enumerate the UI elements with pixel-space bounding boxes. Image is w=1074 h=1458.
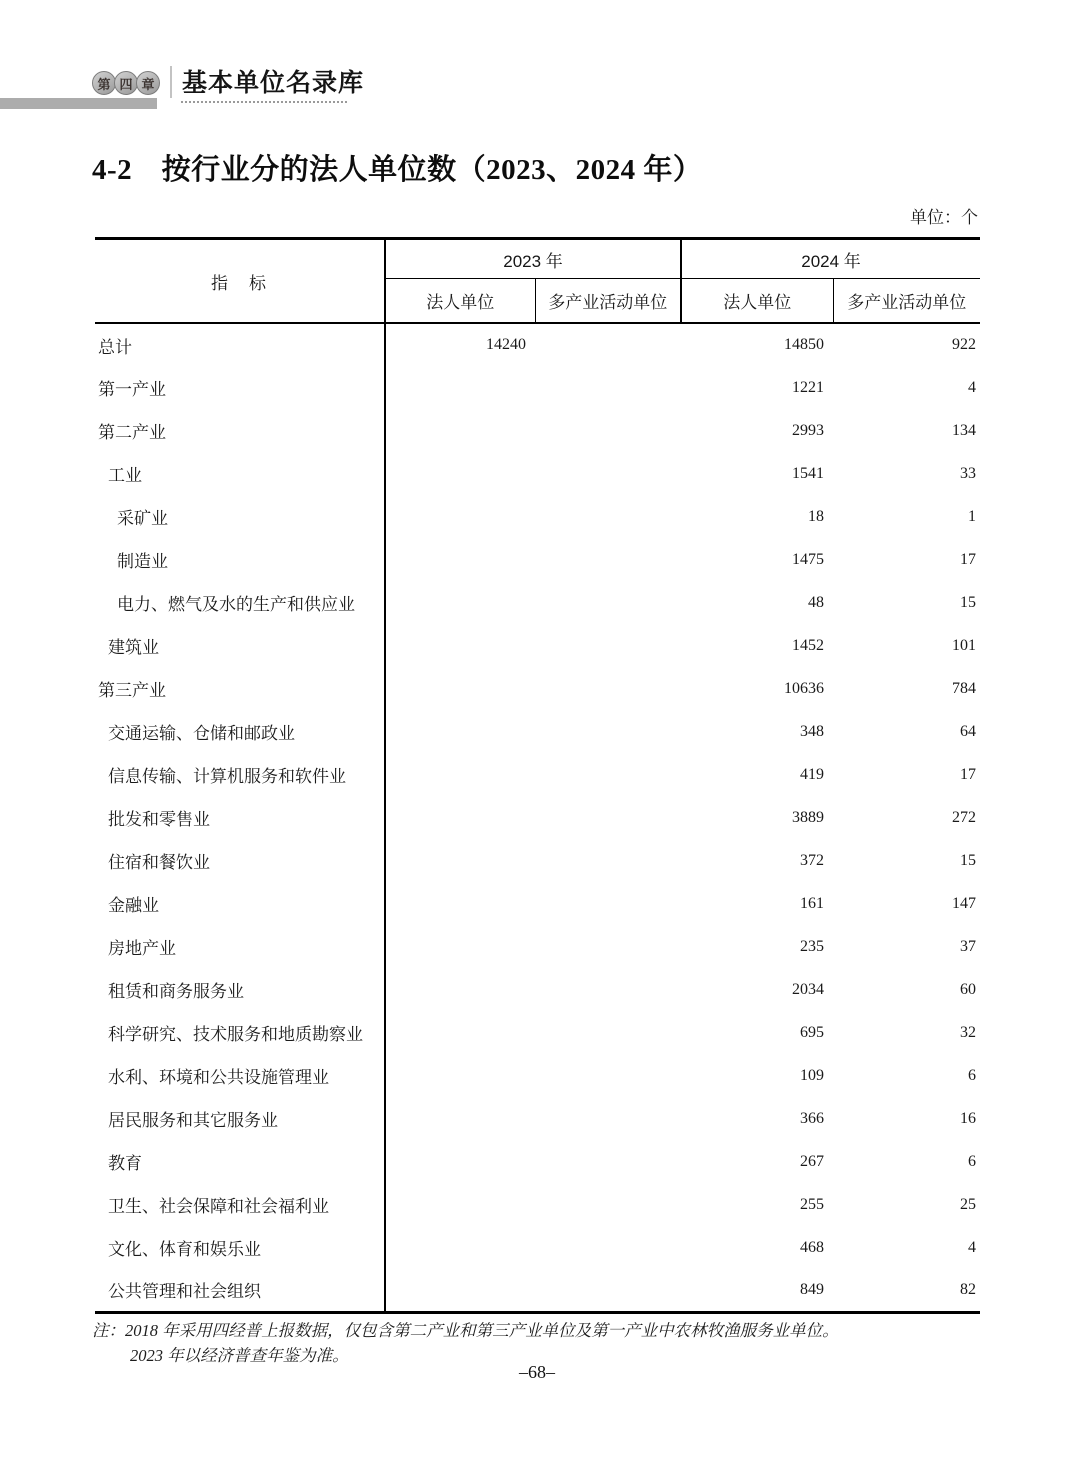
value-cell bbox=[385, 839, 535, 882]
value-cell: 419 bbox=[800, 765, 825, 783]
table-row bbox=[95, 409, 980, 452]
value-cell bbox=[385, 796, 535, 839]
table-row bbox=[95, 495, 980, 538]
value-cell: 235 bbox=[800, 937, 825, 955]
table-title: 4-2 按行业分的法人单位数（2023、2024 年） bbox=[92, 154, 703, 186]
indicator-cell: 第一产业 bbox=[95, 366, 385, 409]
value-cell: 134 bbox=[952, 421, 977, 439]
table-row bbox=[95, 452, 980, 495]
value-cell bbox=[385, 1054, 535, 1097]
value-cell: 17 bbox=[960, 550, 977, 568]
indicator-cell: 卫生、社会保障和社会福利业 bbox=[95, 1183, 385, 1226]
value-cell: 14850 bbox=[784, 336, 825, 353]
indicator-cell: 水利、环境和公共设施管理业 bbox=[95, 1054, 385, 1097]
header-legal-units-2024: 法人单位 bbox=[681, 279, 833, 324]
value-cell: 17 bbox=[960, 765, 977, 783]
header-legal-units-2023: 法人单位 bbox=[385, 279, 535, 324]
value-cell bbox=[535, 667, 681, 710]
indicator-cell: 第二产业 bbox=[95, 409, 385, 452]
statistical-table bbox=[95, 237, 980, 1314]
value-cell bbox=[535, 925, 681, 968]
data-table bbox=[95, 237, 980, 1314]
value-cell: 1452 bbox=[792, 636, 825, 654]
indicator-cell: 租赁和商务服务业 bbox=[95, 968, 385, 1011]
value-cell: 267 bbox=[800, 1152, 825, 1170]
value-cell: 784 bbox=[952, 679, 977, 697]
table-row bbox=[95, 882, 980, 925]
value-cell: 25 bbox=[960, 1195, 977, 1213]
value-cell: 60 bbox=[960, 980, 977, 998]
value-cell: 348 bbox=[800, 722, 825, 740]
value-cell bbox=[385, 925, 535, 968]
value-cell: 695 bbox=[800, 1023, 825, 1041]
indicator-cell: 采矿业 bbox=[95, 495, 385, 538]
value-cell bbox=[535, 1226, 681, 1269]
value-cell: 14240 bbox=[486, 336, 526, 353]
value-cell: 1221 bbox=[792, 378, 825, 396]
value-cell: 1475 bbox=[792, 550, 825, 568]
table-row bbox=[95, 366, 980, 409]
value-cell: 3889 bbox=[792, 808, 825, 826]
value-cell: 48 bbox=[808, 593, 825, 611]
value-cell bbox=[385, 667, 535, 710]
indicator-cell: 房地产业 bbox=[95, 925, 385, 968]
value-cell bbox=[385, 968, 535, 1011]
value-cell bbox=[535, 1183, 681, 1226]
value-cell bbox=[535, 710, 681, 753]
table-row bbox=[95, 581, 980, 624]
table-row bbox=[95, 1183, 980, 1226]
value-cell: 101 bbox=[952, 636, 977, 654]
footnote-line: 注：2018 年采用四经普上报数据，仅包含第二产业和第三产业单位及第一产业中农林牧渔服务业单位。 bbox=[92, 1321, 839, 1340]
value-cell: 18 bbox=[808, 507, 825, 525]
chapter-badge bbox=[94, 71, 160, 95]
header-divider bbox=[170, 66, 172, 98]
value-cell bbox=[535, 1054, 681, 1097]
value-cell bbox=[385, 1269, 535, 1312]
value-cell bbox=[385, 366, 535, 409]
chapter-badge-char: 四 bbox=[114, 71, 138, 95]
value-cell: 468 bbox=[800, 1238, 825, 1256]
header-indicator: 指 标 bbox=[95, 239, 385, 324]
table-row bbox=[95, 538, 980, 581]
value-cell bbox=[535, 796, 681, 839]
indicator-cell: 教育 bbox=[95, 1140, 385, 1183]
indicator-cell: 信息传输、计算机服务和软件业 bbox=[95, 753, 385, 796]
indicator-cell: 居民服务和其它服务业 bbox=[95, 1097, 385, 1140]
value-cell bbox=[385, 1226, 535, 1269]
value-cell: 2993 bbox=[792, 421, 825, 439]
value-cell: 849 bbox=[800, 1280, 825, 1298]
indicator-cell: 交通运输、仓储和邮政业 bbox=[95, 710, 385, 753]
indicator-cell: 工业 bbox=[95, 452, 385, 495]
value-cell bbox=[385, 1097, 535, 1140]
table-row bbox=[95, 1140, 980, 1183]
indicator-cell: 金融业 bbox=[95, 882, 385, 925]
value-cell: 366 bbox=[800, 1109, 825, 1127]
value-cell: 64 bbox=[960, 722, 977, 740]
chapter-badge-char: 章 bbox=[136, 71, 160, 95]
chapter-title-underline bbox=[181, 88, 347, 103]
value-cell: 15 bbox=[960, 593, 977, 611]
value-cell: 1541 bbox=[792, 464, 825, 482]
value-cell bbox=[385, 710, 535, 753]
table-row bbox=[95, 839, 980, 882]
value-cell: 33 bbox=[960, 464, 977, 482]
value-cell bbox=[385, 882, 535, 925]
table-row bbox=[95, 968, 980, 1011]
indicator-cell: 住宿和餐饮业 bbox=[95, 839, 385, 882]
value-cell bbox=[535, 1269, 681, 1312]
value-cell: 372 bbox=[800, 851, 825, 869]
value-cell bbox=[385, 1140, 535, 1183]
table-row bbox=[95, 323, 980, 366]
indicator-cell: 建筑业 bbox=[95, 624, 385, 667]
value-cell bbox=[535, 882, 681, 925]
value-cell bbox=[535, 968, 681, 1011]
table-row bbox=[95, 667, 980, 710]
value-cell bbox=[535, 495, 681, 538]
value-cell: 16 bbox=[960, 1109, 977, 1127]
header-gray-bar bbox=[0, 98, 157, 109]
value-cell bbox=[385, 581, 535, 624]
table-row bbox=[95, 624, 980, 667]
value-cell bbox=[535, 1097, 681, 1140]
value-cell: 272 bbox=[952, 808, 977, 826]
value-cell: 6 bbox=[968, 1152, 977, 1170]
page-number: –68– bbox=[519, 1362, 555, 1382]
value-cell bbox=[535, 839, 681, 882]
header-year-2023: 2023 年 bbox=[385, 239, 681, 279]
indicator-cell: 制造业 bbox=[95, 538, 385, 581]
indicator-cell: 科学研究、技术服务和地质勘察业 bbox=[95, 1011, 385, 1054]
value-cell bbox=[535, 366, 681, 409]
indicator-cell: 文化、体育和娱乐业 bbox=[95, 1226, 385, 1269]
value-cell bbox=[535, 452, 681, 495]
value-cell bbox=[535, 624, 681, 667]
value-cell bbox=[535, 1140, 681, 1183]
table-footnote bbox=[92, 1318, 922, 1368]
table-row bbox=[95, 1226, 980, 1269]
value-cell bbox=[535, 753, 681, 796]
table-row bbox=[95, 925, 980, 968]
value-cell: 109 bbox=[800, 1066, 825, 1084]
footnote-line: 2023 年以经济普查年鉴为准。 bbox=[130, 1346, 349, 1365]
value-cell: 147 bbox=[952, 894, 977, 912]
value-cell bbox=[385, 538, 535, 581]
value-cell: 255 bbox=[800, 1195, 825, 1213]
value-cell: 922 bbox=[952, 336, 977, 353]
value-cell: 15 bbox=[960, 851, 977, 869]
indicator-cell: 总计 bbox=[95, 323, 385, 366]
value-cell bbox=[535, 581, 681, 624]
value-cell bbox=[385, 452, 535, 495]
value-cell bbox=[535, 323, 681, 366]
table-row bbox=[95, 1097, 980, 1140]
indicator-cell: 公共管理和社会组织 bbox=[95, 1269, 385, 1312]
value-cell bbox=[385, 624, 535, 667]
value-cell: 4 bbox=[968, 378, 977, 396]
value-cell bbox=[385, 753, 535, 796]
value-cell bbox=[385, 495, 535, 538]
table-row bbox=[95, 796, 980, 839]
chapter-title: 基本单位名录库 bbox=[182, 69, 365, 97]
value-cell bbox=[385, 1183, 535, 1226]
table-row bbox=[95, 1054, 980, 1097]
value-cell bbox=[535, 1011, 681, 1054]
value-cell bbox=[535, 409, 681, 452]
value-cell: 37 bbox=[960, 937, 977, 955]
table-row bbox=[95, 1011, 980, 1054]
value-cell: 4 bbox=[968, 1238, 977, 1256]
table-header bbox=[95, 239, 980, 324]
value-cell bbox=[535, 538, 681, 581]
value-cell: 6 bbox=[968, 1066, 977, 1084]
value-cell: 1 bbox=[968, 507, 977, 525]
unit-label: 单位：个 bbox=[910, 208, 978, 227]
value-cell bbox=[385, 1011, 535, 1054]
indicator-cell: 批发和零售业 bbox=[95, 796, 385, 839]
table-row bbox=[95, 710, 980, 753]
indicator-cell: 电力、燃气及水的生产和供应业 bbox=[95, 581, 385, 624]
indicator-cell: 第三产业 bbox=[95, 667, 385, 710]
value-cell: 32 bbox=[960, 1023, 977, 1041]
value-cell: 82 bbox=[960, 1280, 977, 1298]
chapter-badge-char: 第 bbox=[92, 71, 116, 95]
value-cell: 2034 bbox=[792, 980, 825, 998]
value-cell bbox=[385, 409, 535, 452]
header-year-2024: 2024 年 bbox=[681, 239, 980, 279]
value-cell: 10636 bbox=[784, 679, 825, 697]
table-row bbox=[95, 753, 980, 796]
value-cell: 161 bbox=[800, 894, 825, 912]
table-row bbox=[95, 1269, 980, 1312]
header-multi-units-2023: 多产业活动单位 bbox=[535, 279, 681, 324]
table-body bbox=[95, 323, 980, 1312]
header-multi-units-2024: 多产业活动单位 bbox=[833, 279, 980, 324]
